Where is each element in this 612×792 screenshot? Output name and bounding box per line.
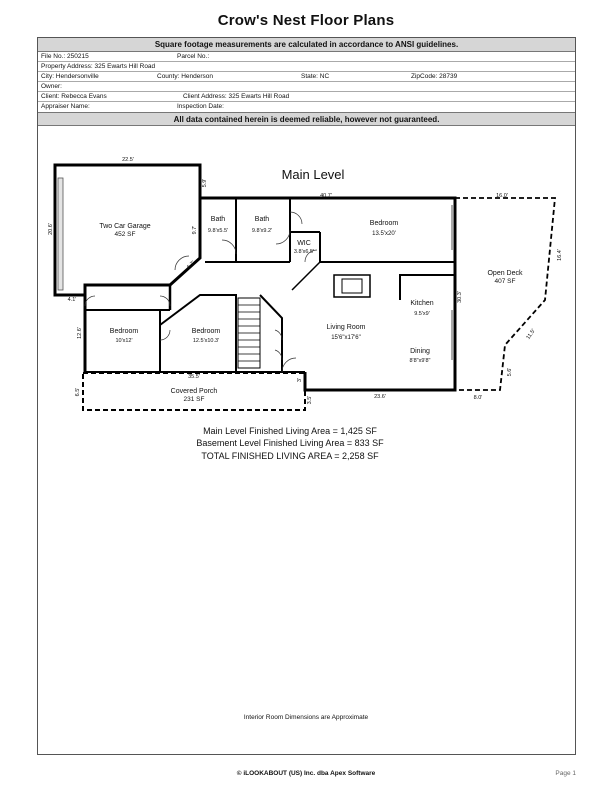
bath1-label: Bath xyxy=(210,216,226,223)
dim-main-bottom: 23.6' xyxy=(374,394,386,400)
dim-garage-top: 22.5' xyxy=(122,157,134,163)
kitchen-label: Kitchen xyxy=(410,300,434,307)
main-level-area: Main Level Finished Living Area = 1,425 SF xyxy=(203,426,377,436)
level-title: Main Level xyxy=(281,167,345,182)
bedroom3-dim: 12.5'x10.3' xyxy=(192,338,220,344)
dim-porch-jog: 3' xyxy=(297,377,303,383)
property-address: Property Address: 325 Ewarts Hill Road xyxy=(41,63,156,70)
dining-label: Dining xyxy=(410,348,430,355)
dim-porch-right: 3.5' xyxy=(307,395,313,405)
bath2-label: Bath xyxy=(254,216,270,223)
open-deck-outline xyxy=(455,198,555,390)
fireplace-symbol xyxy=(334,275,370,297)
reliability-banner: All data contained herein is deemed reliable, however not guaranteed. xyxy=(38,112,575,126)
bath2-dim: 9.8'x9.2' xyxy=(251,228,273,234)
dim-porch-left: 6.5' xyxy=(75,387,81,397)
wic-label: WIC xyxy=(297,240,311,247)
garage-door xyxy=(58,178,63,290)
dim-garage-left: 20.6' xyxy=(48,223,54,235)
staircase xyxy=(238,298,260,368)
kitchen-dim: 9.5'x9' xyxy=(414,311,430,317)
dimension-disclaimer: Interior Room Dimensions are Approximate xyxy=(243,714,369,721)
basement-level-area: Basement Level Finished Living Area = 833 SF xyxy=(196,438,384,448)
dining-dim: 8'8"x9'8" xyxy=(409,358,431,364)
bedroom2-dim: 10'x12' xyxy=(115,338,133,344)
dim-garage-right: 5.9' xyxy=(202,178,208,188)
dim-deck-right: 16.4' xyxy=(557,249,563,261)
deck-area: 407 SF xyxy=(494,278,516,285)
dim-deck-top: 16.0' xyxy=(496,193,508,199)
bedroom3-label: Bedroom xyxy=(191,328,221,335)
deck-label: Open Deck xyxy=(487,270,523,277)
state: State: NC xyxy=(301,73,330,80)
zip-code: ZipCode: 28739 xyxy=(411,73,458,80)
garage-label: Two Car Garage xyxy=(99,223,151,230)
dim-left-jog: 4.1' xyxy=(67,297,77,303)
document-title: Crow's Nest Floor Plans xyxy=(217,12,395,29)
garage-area: 452 SF xyxy=(114,231,136,238)
total-living-area: TOTAL FINISHED LIVING AREA = 2,258 SF xyxy=(201,451,379,461)
dim-main-top: 40.7' xyxy=(320,193,332,199)
garage-walls xyxy=(55,165,200,295)
bedroom2-label: Bedroom xyxy=(109,328,139,335)
bedroom1-dim: 13.5'x20' xyxy=(372,231,396,237)
living-room-dim: 15'6"x17'6" xyxy=(331,335,361,341)
inspection-date: Inspection Date: xyxy=(177,103,224,110)
dim-bath-wall: 9.7' xyxy=(192,225,198,235)
client: Client: Rebecca Evans xyxy=(41,93,107,100)
dim-deck-diag: 11.5' xyxy=(525,328,537,341)
dim-deck-bottom: 8.0' xyxy=(473,395,483,401)
dim-deck-small: 5.6' xyxy=(507,367,513,377)
porch-label: Covered Porch xyxy=(170,388,218,395)
bedroom1-label: Bedroom xyxy=(369,220,399,227)
living-room-label: Living Room xyxy=(326,324,366,331)
software-credit: © iLOOKABOUT (US) Inc. dba Apex Software xyxy=(236,770,376,777)
city: City: Hendersonville xyxy=(41,73,99,80)
ansi-banner: Square footage measurements are calculated in accordance to ANSI guidelines. xyxy=(38,38,575,52)
client-address: Client Address: 325 Ewarts Hill Road xyxy=(183,93,290,100)
dim-garage-diag: 6.7' xyxy=(186,260,197,271)
county: County: Henderson xyxy=(157,73,214,80)
file-number: File No.: 250215 xyxy=(41,53,89,60)
parcel-number: Parcel No.: xyxy=(177,53,210,60)
dim-bedroom-left: 12.6' xyxy=(77,327,83,339)
page-number: Page 1 xyxy=(555,770,576,777)
porch-area: 231 SF xyxy=(183,396,205,403)
bath1-dim: 9.8'x5.5' xyxy=(207,228,229,234)
dim-kitchen-wall: 30.3' xyxy=(457,291,463,303)
wic-dim: 3.8'x6.5' xyxy=(293,249,315,255)
appraiser-name: Appraiser Name: xyxy=(41,103,90,110)
owner: Owner: xyxy=(41,83,62,90)
dim-porch-top: 35.5' xyxy=(188,374,200,380)
